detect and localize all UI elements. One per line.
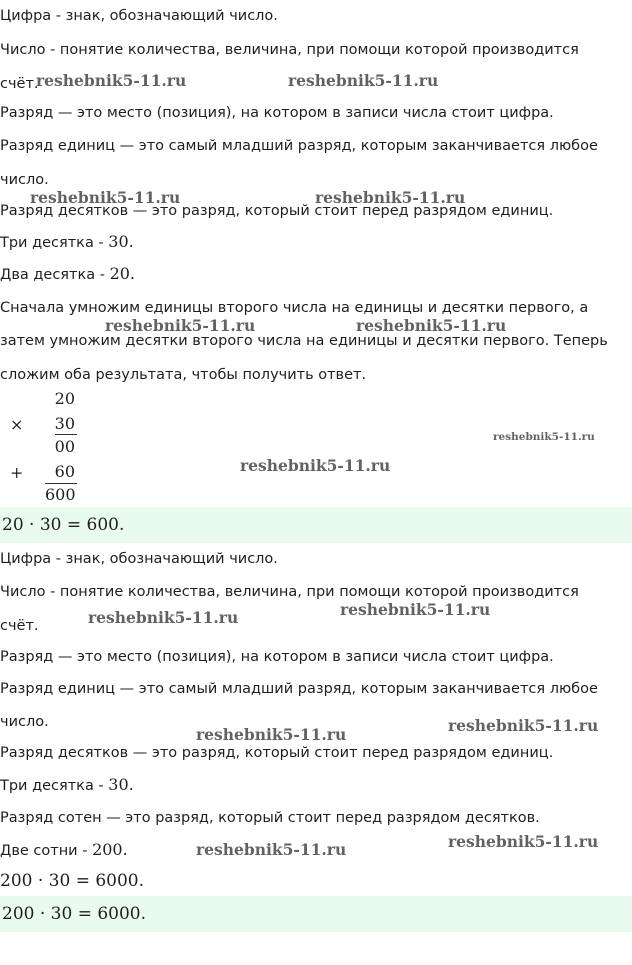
two-tens-value: 20. bbox=[109, 264, 136, 283]
number-definition-line2: счёт. bbox=[0, 76, 39, 92]
units-definition-line1: Разряд единиц — это самый младший разряд, которым заканчивается любое bbox=[0, 138, 598, 154]
answer-band-2 bbox=[0, 896, 632, 932]
three-tens-line-2 bbox=[0, 775, 134, 796]
method-line3: сложим оба результата, чтобы получить ответ. bbox=[0, 367, 367, 383]
units-definition-2-line1: Разряд единиц — это самый младший разряд, которым заканчивается любое bbox=[0, 681, 598, 697]
three-tens-value-2: 30. bbox=[108, 775, 134, 794]
partial-product-1: 00 bbox=[54, 437, 75, 456]
number-definition-line1: Число - понятие количества, величина, при помощи которой производится bbox=[0, 42, 579, 58]
digit-definition: Цифра - знак, обозначающий число. bbox=[0, 8, 278, 24]
units-definition-line2: число. bbox=[0, 172, 49, 188]
answer-2: 200 · 30 = 6000. bbox=[2, 904, 147, 924]
number-definition-2-line1: Число - понятие количества, величина, при помощи которой производится bbox=[0, 584, 579, 600]
three-tens-line bbox=[0, 232, 134, 253]
watermark: reshebnik5-11.ru bbox=[105, 316, 256, 335]
partial-product-2: 60 bbox=[54, 462, 75, 481]
watermark: reshebnik5-11.ru bbox=[356, 316, 507, 335]
place-definition: Разряд — это место (позиция), на котором в записи числа стоит цифра. bbox=[0, 105, 554, 121]
times-sign: × bbox=[10, 415, 24, 434]
watermark: reshebnik5-11.ru bbox=[240, 456, 391, 475]
multiplication-line bbox=[55, 434, 77, 435]
three-tens-value: 30. bbox=[108, 232, 134, 251]
two-tens-line bbox=[0, 264, 135, 285]
hundreds-definition: Разряд сотен — это разряд, который стоит перед разрядом десятков. bbox=[0, 810, 540, 826]
tens-definition: Разряд десятков — это разряд, который стоит перед разрядом единиц. bbox=[0, 203, 554, 219]
calc-line-2: 200 · 30 = 6000. bbox=[0, 871, 145, 891]
watermark: reshebnik5-11.ru bbox=[493, 431, 595, 443]
watermark: reshebnik5-11.ru bbox=[196, 725, 347, 744]
answer-band-1 bbox=[0, 507, 632, 543]
plus-sign: + bbox=[10, 463, 24, 482]
tens-definition-2: Разряд десятков — это разряд, который стоит перед разрядом единиц. bbox=[0, 745, 554, 761]
watermark: reshebnik5-11.ru bbox=[30, 188, 181, 207]
multiplicand: 20 bbox=[54, 389, 75, 408]
watermark: reshebnik5-11.ru bbox=[88, 608, 239, 627]
watermark: reshebnik5-11.ru bbox=[315, 188, 466, 207]
watermark: reshebnik5-11.ru bbox=[340, 600, 491, 619]
two-hundreds-label: Две сотни - bbox=[0, 843, 93, 859]
watermark: reshebnik5-11.ru bbox=[196, 840, 347, 859]
method-line1: Сначала умножим единицы второго числа на единицы и десятки первого, а bbox=[0, 300, 589, 316]
sum-line bbox=[45, 483, 77, 484]
watermark: reshebnik5-11.ru bbox=[36, 71, 187, 90]
two-hundreds-value: 200. bbox=[92, 840, 128, 859]
two-hundreds-line bbox=[0, 840, 128, 861]
three-tens-label: Три десятка - bbox=[0, 235, 109, 251]
multiplier: 30 bbox=[54, 414, 75, 433]
two-tens-label: Два десятка - bbox=[0, 267, 110, 283]
units-definition-2-line2: число. bbox=[0, 714, 49, 730]
number-definition-2-line2: счёт. bbox=[0, 618, 39, 634]
watermark: reshebnik5-11.ru bbox=[448, 832, 599, 851]
place-definition-2: Разряд — это место (позиция), на котором в записи числа стоит цифра. bbox=[0, 649, 554, 665]
watermark: reshebnik5-11.ru bbox=[448, 716, 599, 735]
answer-1: 20 · 30 = 600. bbox=[2, 515, 125, 535]
method-line2: затем умножим десятки второго числа на единицы и десятки первого. Теперь bbox=[0, 333, 608, 349]
watermark: reshebnik5-11.ru bbox=[288, 71, 439, 90]
three-tens-label-2: Три десятка - bbox=[0, 778, 109, 794]
digit-definition-2: Цифра - знак, обозначающий число. bbox=[0, 551, 278, 567]
column-result: 600 bbox=[45, 485, 76, 504]
